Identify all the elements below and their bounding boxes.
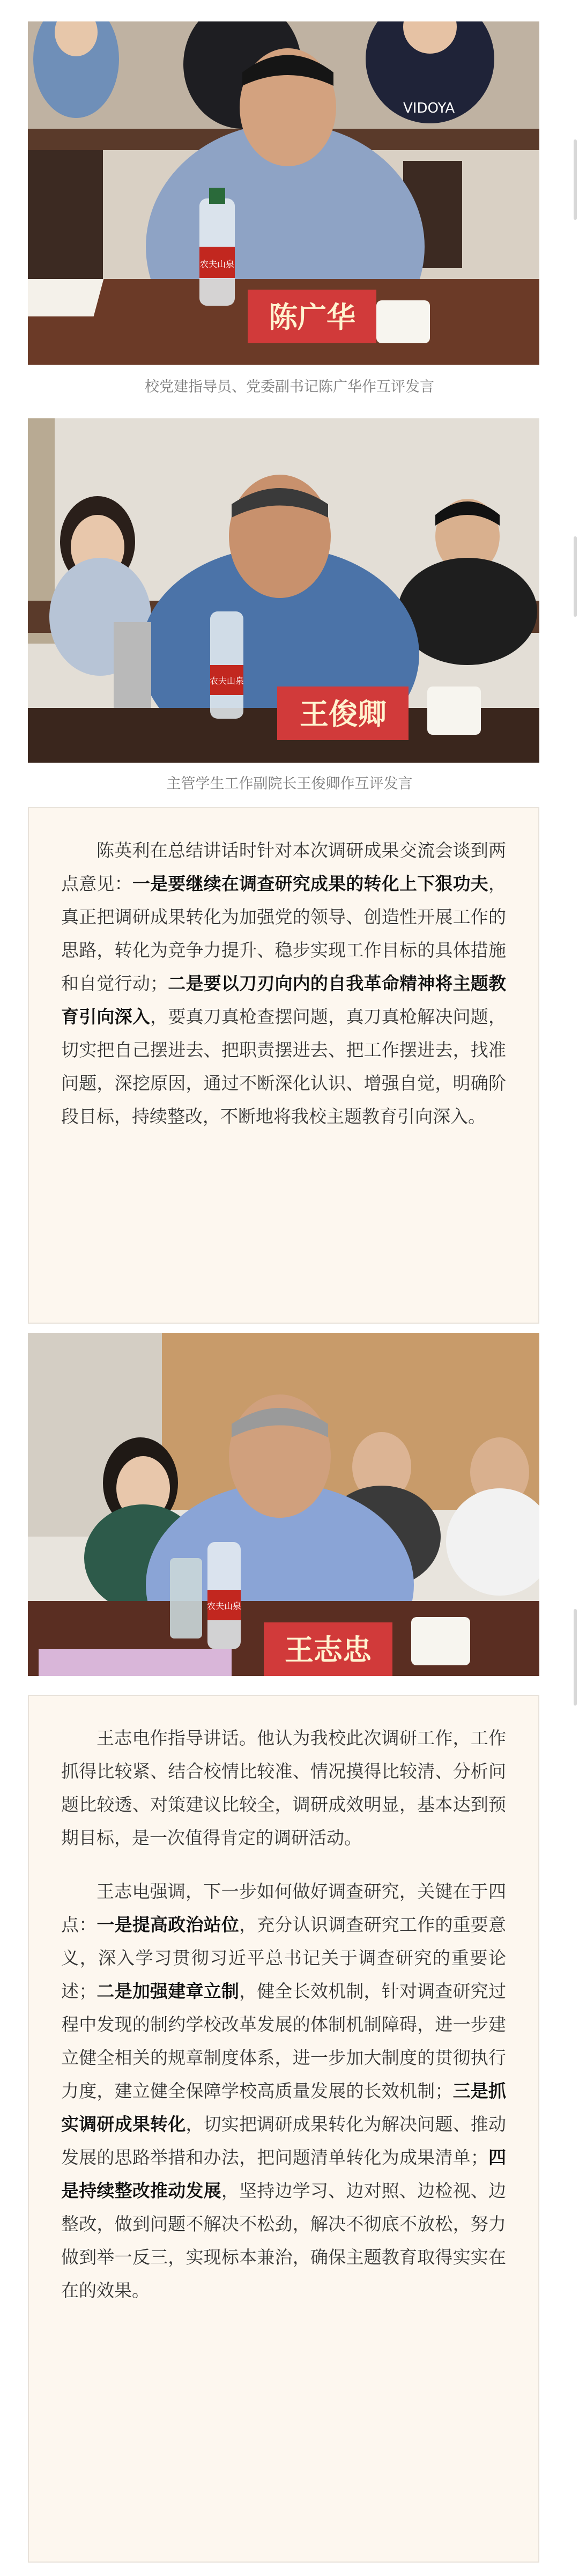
- caption-photo-1: 校党建指导员、党委副书记陈广华作互评发言: [145, 379, 434, 395]
- summary-paragraph: [61, 834, 506, 1133]
- text-span: ，要真刀真枪查摆问题，真刀真枪解决问题，切实把自己摆进去、把职责摆进去、把工作摆进去，找准问题，深挖原因，通过不断深化认识、增强自觉，明确阶段目标，持续整改，不断地将我校主题教育引向深入。: [61, 1006, 507, 1127]
- text-span: ，真正把调研成果转化为加强党的领导、创造性开展工作的思路，转化为竞争力提升、稳步实现工作目标的具体措施和自觉行动；: [61, 873, 507, 994]
- text-span: ，坚持边学习、边对照、边检视、边整改，做到问题不解决不松劲，解决不彻底不放松，努力做到举一反三，实现标本兼治，确保主题教育取得实实在在的效果。: [61, 2180, 507, 2301]
- caption-photo-2: 主管学生工作副院长王俊卿作互评发言: [166, 776, 413, 792]
- nameplate-chen-guanghua: 陈广华: [269, 300, 355, 334]
- text-span: 王志电强调，下一步如何做好调查研究，关键在于四点：: [61, 1881, 506, 1935]
- scroll-indicator: [574, 139, 577, 220]
- text-span: ，充分认识调查研究工作的重要意义，深入学习贯彻习近平总书记关于调查研究的重要论述；: [61, 1914, 507, 2002]
- bold-span: 三是抓实调研成果转化: [61, 2080, 507, 2135]
- guidance-paragraph-1: 王志电作指导讲话。他认为我校此次调研工作，工作抓得比较紧、结合校情比较准、情况摸得比较清、分析问题比较透、对策建议比较全，调研成效明显，基本达到预期目标，是一次值得肯定的调研活动。: [61, 1728, 506, 1848]
- bold-span: 一是提高政治站位: [96, 1914, 240, 1935]
- meeting-photo-3: [28, 1333, 539, 1676]
- summary-textbox: [28, 807, 539, 1324]
- scroll-indicator: [574, 1609, 577, 1706]
- scroll-indicator: [574, 536, 577, 617]
- text-span: ，健全长效机制，针对调查研究过程中发现的制约学校改革发展的体制机制障碍，进一步建立健全相关的规章制度体系，进一步加大制度的贯彻执行力度，建立健全保障学校高质量发展的长效机制；: [61, 1981, 507, 2101]
- bottle-label: 农夫山泉: [206, 1601, 242, 1611]
- bold-span: 四是持续整改推动发展: [61, 2147, 507, 2201]
- bottle-label: 农夫山泉: [209, 676, 244, 686]
- nameplate-wang-zhizhong: 王志忠: [285, 1633, 372, 1667]
- text-span: ，切实把调研成果转化为解决问题、推动发展的思路举措和办法，把问题清单转化为成果清单；: [61, 2114, 507, 2168]
- bold-span: 二是加强建章立制: [96, 1981, 240, 2002]
- nameplate-wang-junqing: 王俊卿: [300, 697, 387, 731]
- photo-wang-zhizhong: [28, 1333, 539, 1676]
- shirt-text: VIDOYA: [403, 100, 455, 116]
- bold-span: 一是要继续在调查研究成果的转化上下狠功夫: [132, 873, 489, 894]
- guidance-textbox: [28, 1695, 539, 2563]
- photo-wang-junqing: [28, 418, 539, 763]
- guidance-paragraph-2: [61, 1875, 506, 2307]
- meeting-photo-2: [28, 418, 539, 763]
- bottle-label: 农夫山泉: [199, 259, 235, 269]
- bold-span: 二是要以刀刃向内的自我革命精神将主题教育引向深入: [61, 973, 507, 1027]
- photo-chen-guanghua: [28, 21, 539, 365]
- text-span: 陈英利在总结讲话时针对本次调研成果交流会谈到两点意见：: [61, 840, 506, 894]
- meeting-photo-1: [28, 21, 539, 365]
